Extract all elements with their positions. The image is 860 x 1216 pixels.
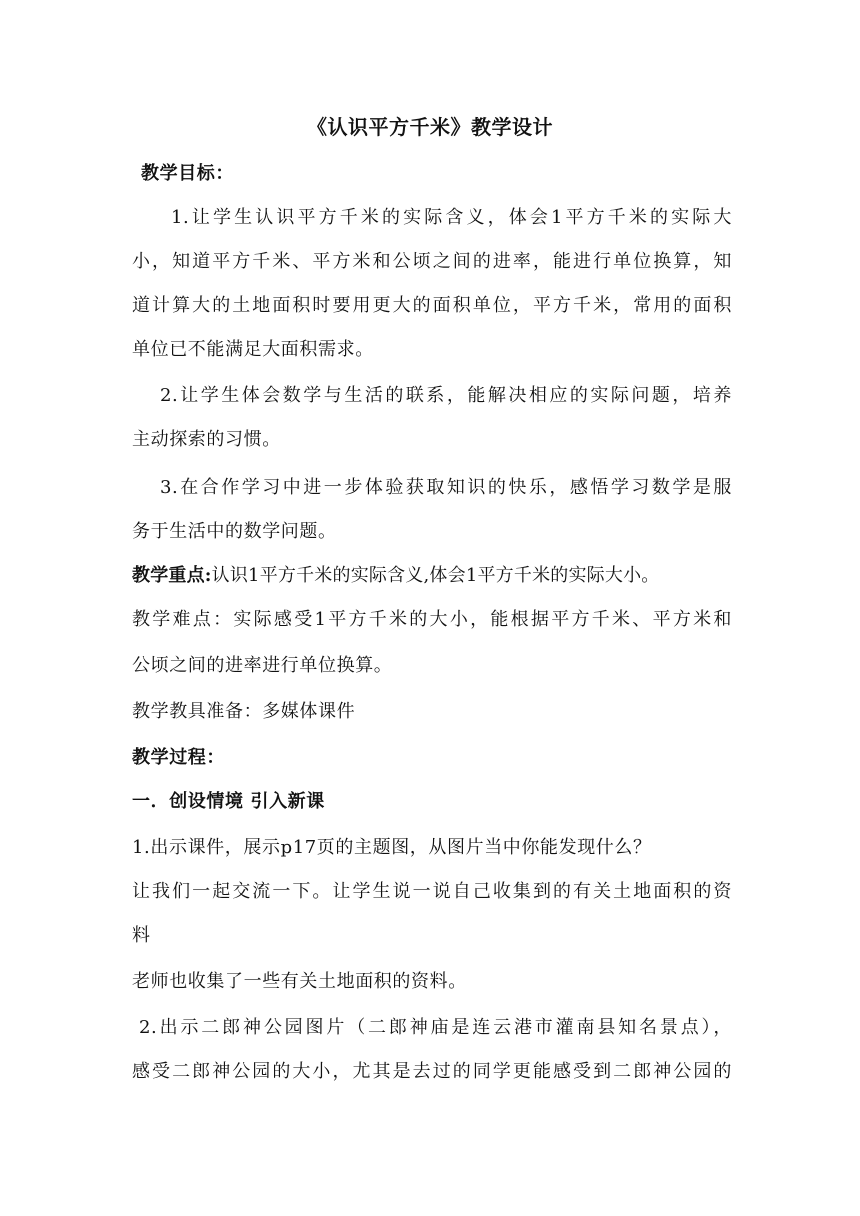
objective1-line3: 道计算大的土地面积时要用更大的面积单位，平方千米，常用的面积 — [132, 295, 732, 316]
objective1-line1: 1.让学生认识平方千米的实际含义，体会1平方千米的实际大 — [171, 207, 732, 228]
objective3-line2: 务于生活中的数学问题。 — [132, 521, 337, 542]
document-title: 《认识平方千米》教学设计 — [307, 115, 553, 139]
tools-line: 教学教具准备：多媒体课件 — [132, 701, 356, 722]
difficulty-line1: 教学难点：实际感受1平方千米的大小，能根据平方千米、平方米和 — [132, 609, 732, 630]
process-heading: 教学过程： — [132, 747, 225, 768]
objective1-line2: 小，知道平方千米、平方米和公顷之间的进率，能进行单位换算，知 — [132, 251, 732, 272]
step1-line: 1.出示课件，展示p17页的主题图，从图片当中你能发现什么？ — [132, 837, 652, 858]
key-point-text: 认识1平方千米的实际含义,体会1平方千米的实际大小。 — [211, 565, 660, 586]
objective3-line1: 3.在合作学习中进一步体验获取知识的快乐，感悟学习数学是服 — [160, 477, 732, 498]
section1-heading: 一．创设情境 引入新课 — [132, 791, 325, 812]
objective1-line4: 单位已不能满足大面积需求。 — [132, 339, 374, 360]
step2-line1: 2.出示二郎神公园图片（二郎神庙是连云港市灌南县知名景点）， — [139, 1017, 732, 1038]
step1-followup-line1: 让我们一起交流一下。让学生说一说自己收集到的有关土地面积的资 — [132, 881, 732, 902]
key-point-label: 教学重点: — [132, 565, 212, 586]
objective2-line1: 2.让学生体会数学与生活的联系，能解决相应的实际问题，培养 — [160, 385, 732, 406]
objective2-line2: 主动探索的习惯。 — [132, 429, 281, 450]
difficulty-line2: 公顷之间的进率进行单位换算。 — [132, 655, 393, 676]
objectives-heading: 教学目标： — [141, 163, 234, 184]
step2-line2: 感受二郎神公园的大小，尤其是去过的同学更能感受到二郎神公园的 — [132, 1061, 732, 1082]
teacher-note: 老师也收集了一些有关土地面积的资料。 — [132, 971, 467, 992]
step1-followup-line2: 料 — [132, 925, 151, 946]
key-point — [132, 562, 732, 590]
